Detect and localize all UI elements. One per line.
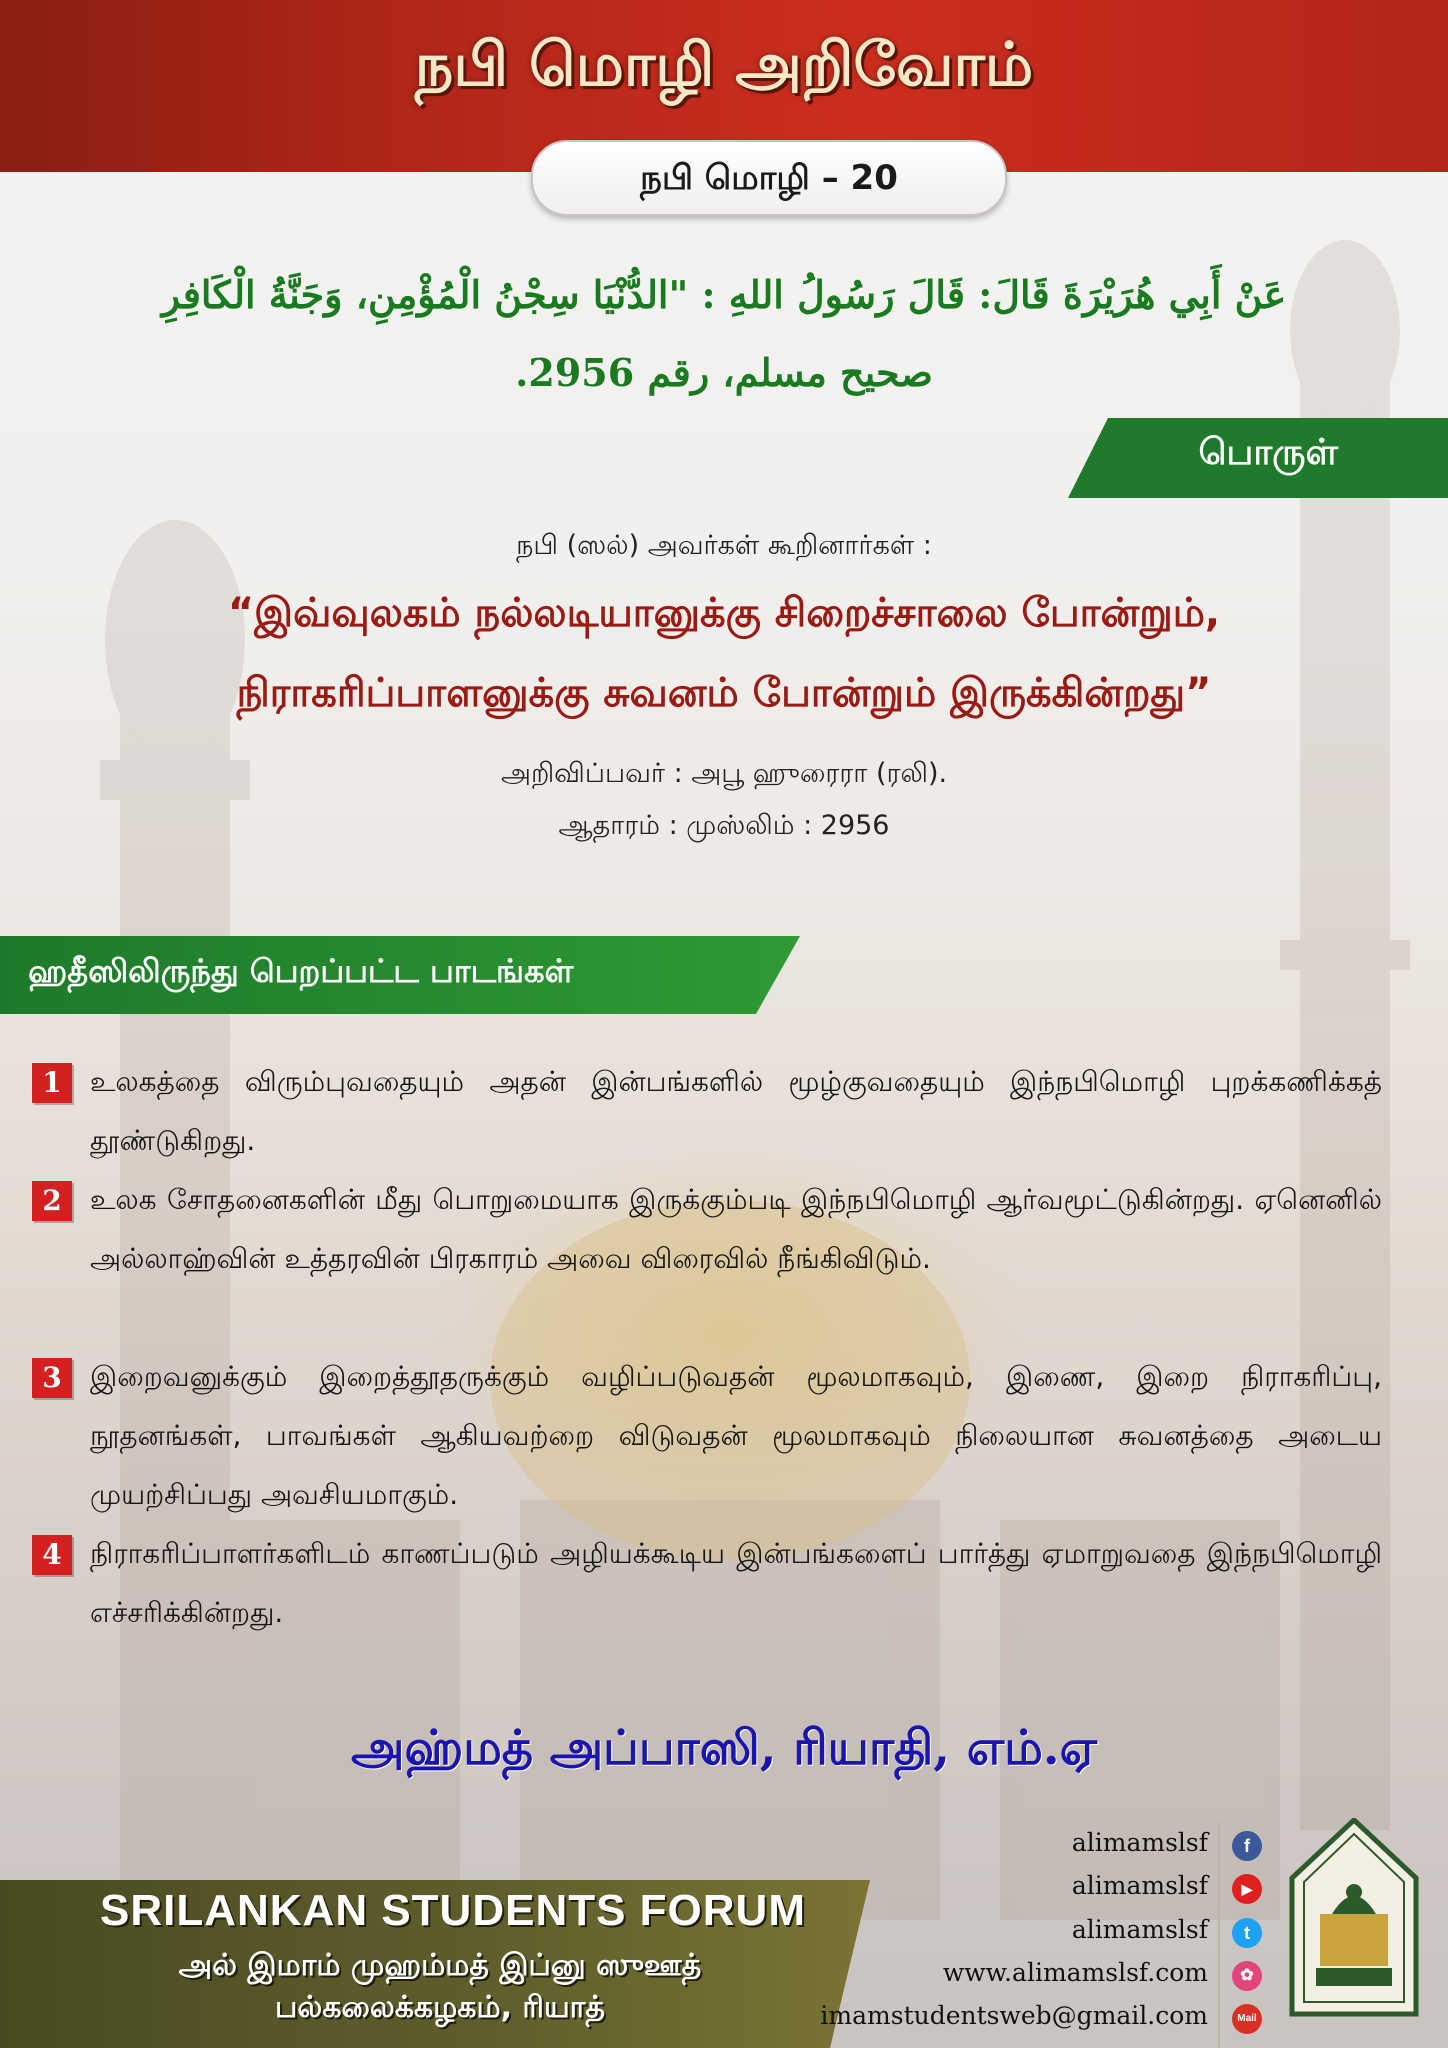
- twitter-icon[interactable]: t: [1232, 1918, 1262, 1948]
- website-link[interactable]: www.alimamslsf.com: [942, 1958, 1208, 1987]
- lesson-item: இறைவனுக்கும் இறைத்தூதருக்கும் வழிப்படுவதன் மூலமாகவும், இணை, இறை நிராகரிப்பு, நூதனங்கள், பாவங்கள் ஆகியவற்றை விடுவதன் மூலமாகவும் நிலையான சுவனத்தை அடைய முயற்சிப்பது அவசியமாகும்.: [90, 1360, 1382, 1511]
- mail-icon[interactable]: Mail: [1232, 2004, 1262, 2034]
- lesson-number-badge: 1: [32, 1063, 72, 1103]
- facebook-icon[interactable]: f: [1232, 1831, 1262, 1861]
- page-title: நபி மொழி அறிவோம்: [414, 30, 1034, 100]
- lesson-number-badge: 4: [32, 1535, 72, 1575]
- organization-name: SRILANKAN STUDENTS FORUM: [100, 1886, 806, 1935]
- facebook-handle[interactable]: alimamslsf: [1071, 1828, 1208, 1857]
- lesson-number-badge: 2: [32, 1181, 72, 1221]
- lesson-number-badge: 3: [32, 1358, 72, 1398]
- narrator-line: அறிவிப்பவர் : அபூ ஹுரைரா (ரலி).: [500, 758, 948, 789]
- contact-divider: [1218, 1822, 1220, 2048]
- hadith-number-badge: நபி மொழி – 20: [531, 140, 1007, 216]
- meaning-section-label: பொருள்: [1198, 432, 1338, 473]
- youtube-handle[interactable]: alimamslsf: [1071, 1871, 1208, 1900]
- author-name: அஹ்மத் அப்பாஸி, ரியாதி, எம்.ஏ: [351, 1720, 1097, 1776]
- lessons-section-label: ஹதீஸிலிருந்து பெறப்பட்ட பாடங்கள்: [28, 952, 574, 990]
- university-name-line-1: அல் இமாம் முஹம்மத் இப்னு ஸுஊத்: [178, 1948, 702, 1983]
- meaning-quote-line-1: “இவ்வுலகம் நல்லடியானுக்கு சிறைச்சாலை போன்றும்,: [227, 590, 1221, 636]
- arabic-hadith-text: عَنْ أَبِي هُرَيْرَةَ قَالَ: قَالَ رَسُولُ اللهِ : "الدُّنْيَا سِجْنُ الْمُؤْمِنِ، وَجَنَّةُ الْكَافِرِ: [161, 272, 1287, 317]
- meaning-quote-line-2: நிராகரிப்பாளனுக்கு சுவனம் போன்றும் இருக்கின்றது”: [236, 670, 1212, 716]
- email-link[interactable]: imamstudentsweb@gmail.com: [820, 2001, 1208, 2030]
- globe-icon[interactable]: ✿: [1232, 1961, 1262, 1991]
- meaning-intro: நபி (ஸல்) அவர்கள் கூறினார்கள் :: [516, 530, 932, 561]
- lesson-item: உலகத்தை விரும்புவதையும் அதன் இன்பங்களில் மூழ்குவதையும் இந்நபிமொழி புறக்கணிக்கத் தூண்டுகிறது.: [90, 1065, 1382, 1157]
- forum-logo: [1286, 1818, 1422, 2018]
- lesson-item: உலக சோதனைகளின் மீது பொறுமையாக இருக்கும்படி இந்நபிமொழி ஆர்வமூட்டுகின்றது. ஏனெனில் அல்லாஹ்வின் உத்தரவின் பிரகாரம் அவை விரைவில் நீங்கிவிடும்.: [90, 1183, 1382, 1275]
- arabic-hadith-reference: صحيح مسلم، رقم 2956.: [515, 350, 933, 395]
- twitter-handle[interactable]: alimamslsf: [1071, 1915, 1208, 1944]
- source-line: ஆதாரம் : முஸ்லிம் : 2956: [558, 810, 890, 841]
- lesson-item: நிராகரிப்பாளர்களிடம் காணப்படும் அழியக்கூடிய இன்பங்களைப் பார்த்து ஏமாறுவதை இந்நபிமொழி எச்சரிக்கின்றது.: [90, 1537, 1382, 1629]
- youtube-icon[interactable]: ▶: [1232, 1874, 1262, 1904]
- university-name-line-2: பல்கலைக்கழகம், ரியாத்: [275, 1990, 605, 2025]
